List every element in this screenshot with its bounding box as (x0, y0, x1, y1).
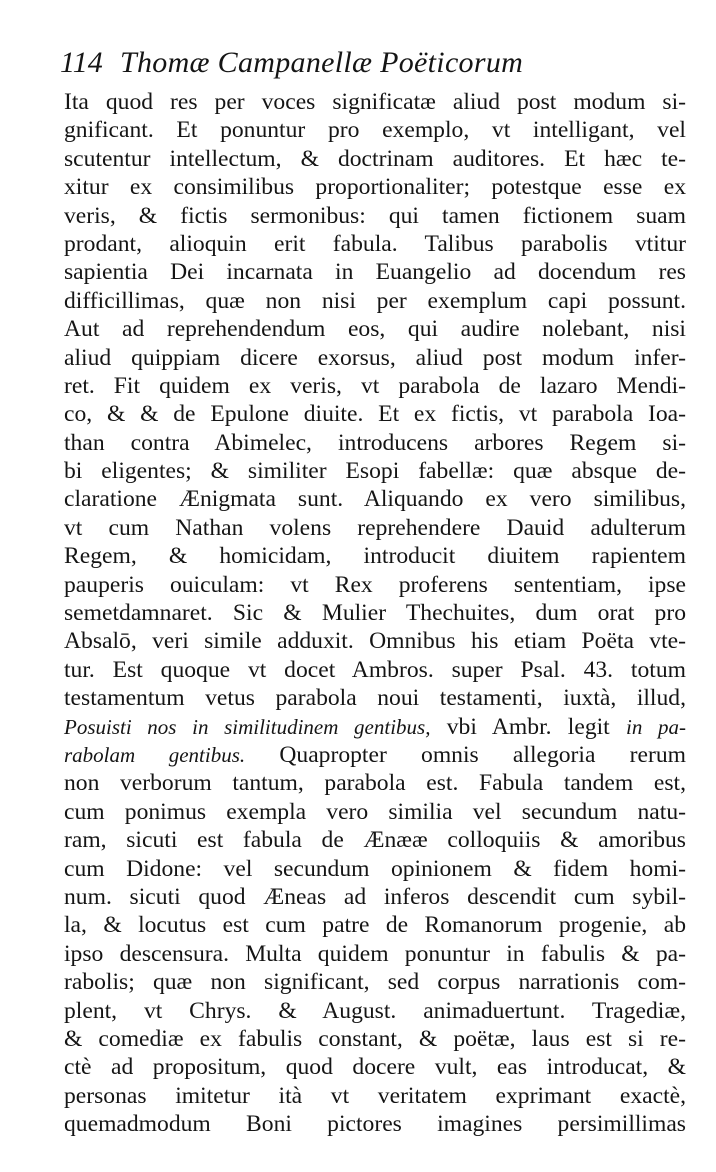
text-line (64, 116, 686, 144)
text-segment: xitur ex consimilibus proportionaliter; potestque esse ex (64, 174, 686, 201)
text-line (64, 741, 686, 769)
text-segment: ctè ad propositum, quod docere vult, eas introducat, & (64, 1054, 686, 1081)
text-line (64, 769, 686, 797)
italic-quotation: in pa- (626, 714, 686, 739)
text-segment: ram, sicuti est fabula de Ænææ colloquiis & amoribus (64, 827, 686, 854)
text-segment: co, & & de Epulone diuite. Et ex fictis, vt parabola Ioa- (64, 401, 686, 428)
text-line (64, 429, 686, 457)
text-line (64, 485, 686, 513)
text-segment: non verborum tantum, parabola est. Fabula tandem est, (64, 770, 686, 797)
text-segment: personas imitetur ità vt veritatem exprimant exactè, (64, 1082, 686, 1109)
text-segment: scutentur intellectum, & doctrinam auditores. Et hæc te- (64, 145, 686, 172)
text-segment: testamentum vetus parabola noui testamenti, iuxtà, illud, (64, 685, 686, 712)
text-line (64, 202, 686, 230)
italic-quotation: rabolam gentibus. (64, 742, 246, 767)
page-number: 114 (60, 46, 103, 79)
text-segment: than contra Abimelec, introducens arbores Regem si- (64, 429, 686, 456)
text-segment: aliud quippiam dicere exorsus, aliud post modum infer- (64, 344, 686, 371)
text-line (64, 627, 686, 655)
body-text (64, 88, 686, 1138)
text-line (64, 713, 686, 741)
text-segment: Absalō, veri simile adduxit. Omnibus his etiam Poëta vte- (64, 628, 686, 655)
text-line (64, 940, 686, 968)
text-line (64, 344, 686, 372)
text-segment: tur. Est quoque vt docet Ambros. super Psal. 43. totum (64, 656, 686, 683)
text-segment: gnificant. Et ponuntur pro exemplo, vt intelligant, vel (64, 117, 686, 144)
text-line (64, 145, 686, 173)
text-segment: Quapropter omnis allegoria rerum (245, 741, 686, 768)
text-segment: prodant, alioquin erit fabula. Talibus parabolis vtitur (64, 230, 686, 257)
text-segment: num. sicuti quod Æneas ad inferos descendit cum sybil- (64, 883, 686, 910)
text-line (64, 571, 686, 599)
text-line (64, 684, 686, 712)
text-line (64, 230, 686, 258)
text-segment: ret. Fit quidem ex veris, vt parabola de lazaro Mendi- (64, 372, 686, 399)
text-line (64, 798, 686, 826)
text-line (64, 997, 686, 1025)
text-segment: Ita quod res per voces significatæ aliud post modum si- (64, 89, 686, 115)
text-line (64, 968, 686, 996)
text-segment: semetdamnaret. Sic & Mulier Thechuites, dum orat pro (64, 600, 686, 627)
text-line (64, 173, 686, 201)
text-line (64, 826, 686, 854)
text-line (64, 514, 686, 542)
text-segment: vt cum Nathan volens reprehendere Dauid adulterum (64, 514, 686, 541)
text-line (64, 855, 686, 883)
text-segment: rabolis; quæ non significant, sed corpus narrationis com- (64, 969, 686, 996)
text-segment: sapientia Dei incarnata in Euangelio ad docendum res (64, 259, 686, 286)
text-line (64, 1110, 686, 1138)
text-line (64, 315, 686, 343)
text-segment: quemadmodum Boni pictores imagines persimillimas (64, 1111, 686, 1138)
text-segment: plent, vt Chrys. & August. animaduertunt. Tragediæ, (64, 997, 686, 1024)
running-head (60, 46, 686, 92)
text-line (64, 656, 686, 684)
text-segment: pauperis ouiculam: vt Rex proferens sententiam, ipse (64, 571, 686, 598)
text-segment: difficillimas, quæ non nisi per exemplum capi possunt. (64, 287, 686, 314)
text-line (64, 1053, 686, 1081)
text-line (64, 883, 686, 911)
text-segment: vbi Ambr. legit (430, 713, 627, 740)
text-segment: cum Didone: vel secundum opinionem & fidem homi- (64, 855, 686, 882)
text-segment: cum ponimus exempla vero similia vel secundum natu- (64, 798, 686, 825)
text-line (64, 457, 686, 485)
text-line (64, 1082, 686, 1110)
text-line (64, 542, 686, 570)
text-segment: Regem, & homicidam, introducit diuitem rapientem (64, 543, 686, 570)
text-segment: & comediæ ex fabulis constant, & poëtæ, laus est si re- (64, 1025, 686, 1052)
text-line (64, 911, 686, 939)
text-segment: la, & locutus est cum patre de Romanorum progenie, ab (64, 912, 686, 939)
text-segment: veris, & fictis sermonibus: qui tamen fictionem suam (64, 202, 686, 229)
text-line (64, 372, 686, 400)
text-line (64, 1025, 686, 1053)
text-line (64, 599, 686, 627)
text-line (64, 400, 686, 428)
text-segment: ipso descensura. Multa quidem ponuntur in fabulis & pa- (64, 940, 686, 967)
text-line (64, 287, 686, 315)
text-segment: claratione Ænigmata sunt. Aliquando ex vero similibus, (64, 486, 686, 513)
text-segment: Aut ad reprehendendum eos, qui audire nolebant, nisi (64, 316, 686, 343)
italic-quotation: Posuisti nos in similitudinem gentibus, (64, 714, 431, 739)
text-segment: bi eligentes; & similiter Esopi fabellæ: quæ absque de- (64, 458, 686, 485)
running-title: Thomæ Campanellæ Poëticorum (120, 46, 524, 79)
text-line (64, 88, 686, 116)
text-line (64, 258, 686, 286)
